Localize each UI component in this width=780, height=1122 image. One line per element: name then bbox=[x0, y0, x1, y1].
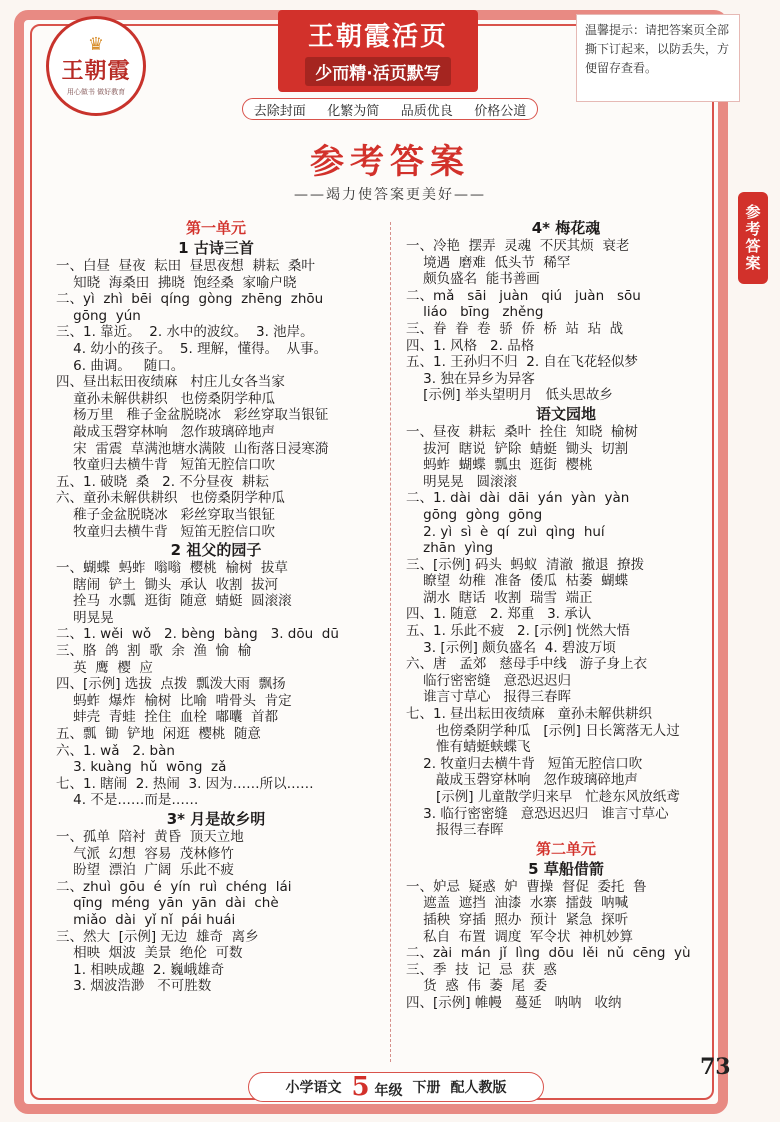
answer-line: 敲成玉磬穿林响 忽作玻璃碎地声 bbox=[56, 423, 276, 440]
answer-line: 明晃晃 bbox=[56, 609, 114, 626]
footer-subject: 小学语文 bbox=[285, 1080, 342, 1096]
answer-line: 拴马 水瓢 逛街 随意 蜻蜓 圆滚滚 bbox=[56, 593, 292, 610]
answer-line: 牧童归去横牛背 短笛无腔信口吹 bbox=[56, 457, 276, 474]
footer-term: 下册 bbox=[412, 1080, 441, 1096]
page-subtitle: ——竭力使答案更美好—— bbox=[294, 187, 486, 203]
slogan: 品质优良 bbox=[400, 103, 453, 119]
logo-text: 王朝霞 bbox=[61, 57, 131, 84]
answer-line: 3. [示例] 颇负盛名 4. 碧波万顷 bbox=[406, 639, 616, 656]
answer-line: 拔河 瞎说 铲除 蜻蜓 锄头 切割 bbox=[406, 440, 629, 457]
answer-line: 四、[示例] 帷幔 蔓延 呐呐 收纳 bbox=[406, 994, 622, 1011]
answer-column-right bbox=[406, 218, 726, 1012]
answer-line: 敲成玉磬穿林响 忽作玻璃碎地声 bbox=[406, 772, 638, 789]
footer-grade-word: 年级 bbox=[374, 1083, 403, 1099]
logo-subtext: 用心做书 做好教育 bbox=[66, 87, 126, 96]
brand-banner bbox=[278, 10, 478, 92]
slogan: 化繁为简 bbox=[327, 103, 380, 119]
answer-line: 一、白昼 昼夜 耘田 昼思夜想 耕耘 桑叶 bbox=[56, 258, 315, 274]
answer-line: 6. 曲调。 随口。 bbox=[56, 357, 185, 374]
answer-line: 1. 相映成趣 2. 巍峨雄奇 bbox=[56, 961, 225, 978]
footer-bar bbox=[248, 1072, 544, 1102]
answer-line: 四、1. 风格 2. 品格 bbox=[406, 337, 535, 354]
answer-line: 杨万里 稚子金盆脱晓冰 彩丝穿取当银钲 bbox=[56, 407, 329, 424]
answer-line: 五、1. 破晓 桑 2. 不分昼夜 耕耘 bbox=[56, 473, 269, 490]
answer-line: 谁言寸草心 报得三春晖 bbox=[406, 689, 572, 706]
answer-line: 2. 牧童归去横牛背 短笛无腔信口吹 bbox=[406, 755, 643, 772]
side-tab: 参考答案 bbox=[738, 192, 768, 284]
answer-line: 报得三春晖 bbox=[406, 822, 504, 839]
slogan-bar bbox=[242, 98, 538, 120]
answer-line: 二、zài mán jǐ lìng dōu lěi nǔ cēng yù bbox=[406, 945, 691, 962]
unit-heading: 第二单元 bbox=[535, 839, 596, 858]
answer-line: [示例] 举头望明月 低头思故乡 bbox=[406, 387, 613, 404]
answer-line: 七、1. 瞎闹 2. 热闹 3. 因为……所以…… bbox=[56, 775, 314, 792]
answer-line: 一、冷艳 摆弄 灵魂 不厌其烦 衰老 bbox=[406, 238, 630, 254]
answer-line: gōng gòng gōng bbox=[406, 506, 543, 523]
answer-line: 也傍桑阴学种瓜 [示例] 日长篱落无人过 bbox=[406, 722, 680, 739]
answer-column-left bbox=[56, 218, 376, 995]
answer-line: 一、昼夜 耕耘 桑叶 拴住 知晓 榆树 bbox=[406, 423, 638, 440]
slogan: 去除封面 bbox=[253, 103, 306, 119]
answer-line: 3. 独在异乡为异客 bbox=[406, 370, 535, 387]
answer-line: 惟有蜻蜓蛱蝶飞 bbox=[406, 739, 531, 756]
answer-line: 四、[示例] 选拔 点拨 瓢泼大雨 飘扬 bbox=[56, 676, 286, 693]
answer-line: 三、季 技 记 忌 获 惑 bbox=[406, 961, 557, 978]
lesson-heading: 5 草船借箭 bbox=[528, 859, 604, 878]
slogan: 价格公道 bbox=[474, 103, 527, 119]
answer-line: [示例] 儿童散学归来早 忙趁东风放纸鸢 bbox=[406, 789, 680, 805]
column-divider bbox=[390, 222, 391, 1062]
footer-edition: 配人教版 bbox=[450, 1080, 507, 1096]
answer-line: 瞭望 幼稚 准备 倭瓜 枯萎 蝴蝶 bbox=[406, 573, 629, 590]
lesson-heading: 4* 梅花魂 bbox=[531, 219, 601, 237]
answer-line: 三、胳 鸽 割 歌 余 渔 愉 榆 bbox=[56, 643, 252, 660]
lesson-heading: 1 古诗三首 bbox=[178, 239, 254, 257]
answer-line: 童孙未解供耕织 也傍桑阴学种瓜 bbox=[56, 390, 276, 407]
answer-line: 知晓 海桑田 拂晓 饱经桑 家喻户晓 bbox=[56, 274, 297, 291]
answer-line: 五、瓢 锄 铲地 闲逛 樱桃 随意 bbox=[56, 726, 261, 743]
answer-line: liáo bīng zhěng bbox=[406, 304, 544, 321]
answer-line: 一、孤单 陪衬 黄昏 顶天立地 bbox=[56, 829, 244, 845]
answer-line: 一、妒忌 疑惑 妒 曹操 督促 委托 鲁 bbox=[406, 878, 647, 895]
answer-line: 相映 烟波 美景 绝伦 可数 bbox=[56, 945, 243, 962]
publisher-logo bbox=[46, 16, 146, 116]
answer-line: 3. kuàng hǔ wōng zǎ bbox=[56, 759, 227, 776]
unit-heading: 第一单元 bbox=[185, 219, 246, 237]
page-number: 73 bbox=[700, 1054, 731, 1080]
answer-line: 一、蝴蝶 蚂蚱 嗡嗡 樱桃 榆树 拔草 bbox=[56, 560, 288, 577]
answer-line: 六、唐 孟郊 慈母手中线 游子身上衣 bbox=[406, 656, 648, 673]
answer-line: 货 惑 伟 萎 尾 委 bbox=[406, 978, 548, 995]
answer-line: 私自 布置 调度 军令状 神机妙算 bbox=[406, 928, 633, 945]
answer-line: 3. 临行密密缝 意恐迟迟归 谁言寸草心 bbox=[406, 805, 669, 822]
lesson-heading: 3* 月是故乡明 bbox=[166, 810, 266, 828]
answer-line: 二、yì zhì bēi qíng gòng zhēng zhōu bbox=[56, 291, 324, 308]
answer-line: 三、1. 靠近。 2. 水中的波纹。 3. 池岸。 bbox=[56, 324, 314, 341]
answer-line: 3. 烟波浩渺 不可胜数 bbox=[56, 978, 212, 995]
answer-line: 宋 雷震 草满池塘水满陂 山衔落日浸寒漪 bbox=[56, 440, 329, 457]
answer-line: 英 鹰 樱 应 bbox=[56, 659, 153, 676]
answer-line: 七、1. 昼出耘田夜绩麻 童孙未解供耕织 bbox=[406, 706, 653, 723]
answer-line: 蚂蚱 爆炸 榆树 比喻 啃骨头 肯定 bbox=[56, 692, 292, 709]
answer-line: qīng méng yān yān dài chè bbox=[56, 895, 279, 912]
answer-line: 明晃晃 圆滚滚 bbox=[406, 473, 518, 490]
answer-line: 牧童归去横牛背 短笛无腔信口吹 bbox=[56, 523, 276, 540]
tip-box: 温馨提示：请把答案页全部撕下订起来，以防丢失，方便留存查看。 bbox=[576, 14, 740, 102]
lesson-heading: 2 祖父的园子 bbox=[170, 541, 262, 560]
answer-line: 瞎闹 铲土 锄头 承认 收割 拔河 bbox=[56, 576, 279, 593]
answer-line: 四、昼出耘田夜绩麻 村庄儿女各当家 bbox=[56, 374, 285, 391]
answer-line: zhān yìng bbox=[406, 540, 494, 557]
brand-title: 王朝霞活页 bbox=[307, 22, 448, 52]
answer-line: gōng yún bbox=[56, 307, 141, 324]
answer-line: 遮盖 遮挡 油漆 水寨 擂鼓 呐喊 bbox=[406, 895, 629, 912]
lesson-heading: 语文园地 bbox=[535, 404, 596, 423]
answer-line: miǎo dài yǐ nǐ pái huái bbox=[56, 911, 236, 928]
answer-line: 颇负盛名 能书善画 bbox=[406, 271, 540, 288]
answer-line: 二、mǎ sāi juàn qiú juàn sōu bbox=[406, 287, 641, 304]
answer-line: 盼望 漂泊 广阔 乐此不疲 bbox=[56, 862, 234, 879]
answer-line: 二、zhuì gōu é yín ruì chéng lái bbox=[56, 878, 292, 895]
answer-line: 插秧 穿插 照办 预计 紧急 探听 bbox=[406, 911, 629, 928]
answer-line: 稚子金盆脱晓冰 彩丝穿取当银钲 bbox=[56, 506, 276, 523]
answer-line: 蚂蚱 蝴蝶 瓢虫 逛街 樱桃 bbox=[406, 457, 593, 474]
answer-line: 4. 不是……而是…… bbox=[56, 792, 199, 809]
answer-line: 五、1. 王孙归不归 2. 自在飞花轻似梦 bbox=[406, 354, 638, 371]
answer-line: 六、1. wǎ 2. bàn bbox=[56, 742, 175, 759]
answer-line: 四、1. 随意 2. 郑重 3. 承认 bbox=[406, 606, 592, 623]
answer-line: 五、1. 乐此不疲 2. [示例] 恍然大悟 bbox=[406, 623, 631, 640]
answer-line: 二、1. wěi wǒ 2. bèng bàng 3. dōu dū bbox=[56, 626, 339, 643]
brand-subtitle: 少而精·活页默写 bbox=[305, 57, 450, 86]
answer-line: 境遇 磨难 低头节 稀罕 bbox=[406, 254, 571, 271]
answer-line: 三、[示例] 码头 蚂蚁 清澈 撤退 撩拨 bbox=[406, 556, 645, 573]
answer-line: 三、眷 眷 卷 骄 侨 桥 站 玷 战 bbox=[406, 320, 624, 337]
answer-line: 二、1. dài dài dāi yán yàn yàn bbox=[406, 490, 630, 507]
answer-line: 三、然大 [示例] 无边 雄奇 离乡 bbox=[56, 928, 259, 945]
footer-grade-number: 5 bbox=[351, 1072, 370, 1102]
answer-line: 2. yì sì è qí zuì qìng huí bbox=[406, 523, 605, 540]
answer-line: 临行密密缝 意恐迟迟归 bbox=[406, 672, 572, 689]
answer-line: 气派 幻想 容易 茂林修竹 bbox=[56, 845, 234, 862]
page-title: 参考答案 bbox=[310, 142, 470, 182]
answer-line: 湖水 瞎话 收割 瑞雪 端正 bbox=[406, 589, 593, 606]
answer-line: 蚌壳 青蛙 拴住 血栓 嘟囔 首都 bbox=[56, 709, 279, 726]
answer-line: 4. 幼小的孩子。 5. 理解，懂得。 从事。 bbox=[56, 340, 328, 357]
crown-icon: ♛ bbox=[87, 33, 105, 55]
answer-line: 六、童孙未解供耕织 也傍桑阴学种瓜 bbox=[56, 490, 285, 507]
